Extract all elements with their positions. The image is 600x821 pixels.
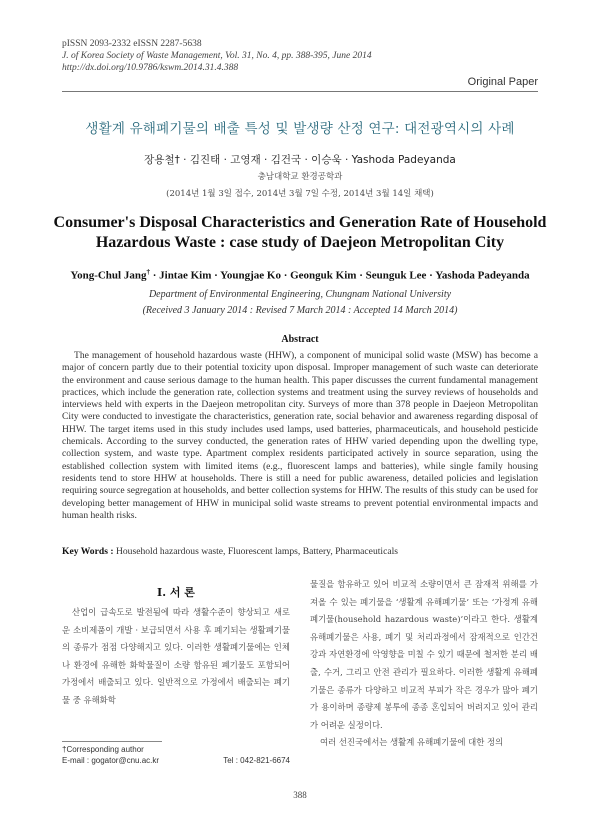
left-column bbox=[62, 604, 290, 710]
first-author: Yong-Chul Jang bbox=[70, 269, 147, 282]
korean-title: 생활계 유해폐기물의 배출 특성 및 발생량 산정 연구: 대전광역시의 사례 bbox=[85, 121, 515, 137]
corresponding-author-label: †Corresponding author bbox=[62, 745, 144, 754]
english-affiliation: Department of Environmental Engineering, Chungnam National University bbox=[148, 289, 452, 300]
intro-paragraph-continued: 물질을 함유하고 있어 비교적 소량이면서 큰 잠재적 위해를 가져올 수 있는 폐기물을 ‘생활계 유해폐기물’ 또는 ‘가정계 유해폐기물(household hazardous waste)’이라고 한다. 생활계 유해폐기물은 사용, 폐기 및 처리과정에서 잠재적으로 인간건강과 자연환경에 악영향을 미칠 수 있기 때문에 철저한 분리 배출, 수거, 그리고 안전 관리가 필요하다. 이러한 생활계 유해폐기물은 종류가 다양하고 비교적 부피가 작은 경우가 많아 폐기가 용이하며 종량제 봉투에 종종 혼입되어 버려지고 있어 관리가 어려운 실정이다. bbox=[310, 579, 538, 730]
abstract-body: The management of household hazardous waste (HHW), a component of municipal solid waste (MSW) has become a major of concern partly due to their potential toxicity upon disposal. Improper management of such waste can deteriorate the environment and cause serious damage to the human health. This paper discusses the current fundamental management practices, which include the generation rate, collection systems and treatment using the survey reviews of households and interviews held with experts in the Daejeon metropolitan city. Surveys of more than 378 people in Daejeon Metropolitan City were conducted to investigate the characteristics, generation rate, social behavior and awareness regarding disposal of HHW. The target items used in this study includes used lamps, used batteries, pharmaceuticals, and household pesticide chemicals. According to the survey conducted, the generation rates of HHW varied depending upon the dwelling type, collection system, and waste type. Apartment complex residents participated actively in source separation, using the established collection system with limited items (e.g., fluorescent lamps and batteries), while single family housing residents tend to store HHW at households. There is still a need for public awareness, detailed policies and legislation requiring source segregation at households, and better collection systems for HHW. The results of this study can be used for developing better management of HHW in municipal solid waste streams to prevent potential environmental impacts and human health risks. bbox=[62, 350, 538, 521]
korean-dates: (2014년 1월 3일 접수, 2014년 3월 7일 수정, 2014년 3월 14일 채택) bbox=[166, 189, 434, 199]
intro-paragraph-2: 여러 선진국에서는 생활계 유해폐기물에 대한 정의 bbox=[320, 737, 504, 748]
korean-affiliation: 충남대학교 환경공학과 bbox=[257, 172, 343, 182]
keywords-label: Key Words : bbox=[62, 546, 116, 557]
section-heading-introduction: I. 서 론 bbox=[157, 586, 195, 599]
doi-link[interactable]: http://dx.doi.org/10.9786/kswm.2014.31.4.388 bbox=[62, 63, 239, 73]
english-dates: (Received 3 January 2014 : Revised 7 March 2014 : Accepted 14 March 2014) bbox=[142, 305, 458, 316]
journal-citation: J. of Korea Society of Waste Management, Vol. 31, No. 4, pp. 388-395, June 2014 bbox=[62, 51, 372, 61]
korean-authors: 장용철† · 김진태 · 고영재 · 김건국 · 이승욱 · Yashoda Padeyanda bbox=[144, 154, 456, 166]
header-divider bbox=[62, 91, 538, 92]
article-type-label: Original Paper bbox=[467, 76, 538, 88]
footnote bbox=[62, 744, 290, 766]
author-email[interactable]: E-mail : gogator@cnu.ac.kr bbox=[62, 756, 160, 765]
keywords bbox=[62, 546, 538, 557]
author-phone: Tel : 042-821-6674 bbox=[223, 756, 290, 765]
abstract-heading: Abstract bbox=[281, 334, 319, 345]
corresponding-mark: † bbox=[146, 268, 150, 276]
keywords-value: Household hazardous waste, Fluorescent lamps, Battery, Pharmaceuticals bbox=[115, 546, 398, 557]
page-number: 388 bbox=[293, 790, 307, 800]
footnote-divider bbox=[62, 741, 162, 742]
intro-paragraph-1: 산업이 급속도로 발전됨에 따라 생활수준이 향상되고 새로운 소비제품이 개발 · 보급되면서 사용 후 폐기되는 생활폐기물의 종류가 점점 다양해지고 있다. 이러한 생활폐기물에는 인체나 환경에 유해한 화학물질이 소량 함유된 폐기물도 포함되어 가정에서 배출되고 있다. 일반적으로 가정에서 배출되는 폐기물 중 유해화학 bbox=[62, 607, 290, 705]
english-title: Consumer's Disposal Characteristics and Generation Rate of Household Hazardous Waste : case study of Daejeon Metropolitan City bbox=[53, 214, 547, 251]
right-column bbox=[310, 576, 538, 752]
other-authors: · Jintae Kim · Youngjae Ko · Geonguk Kim · Seunguk Lee · Yashoda Padeyanda bbox=[149, 269, 530, 282]
english-authors bbox=[0, 268, 600, 282]
issn-line: pISSN 2093-2332 eISSN 2287-5638 bbox=[62, 39, 202, 49]
